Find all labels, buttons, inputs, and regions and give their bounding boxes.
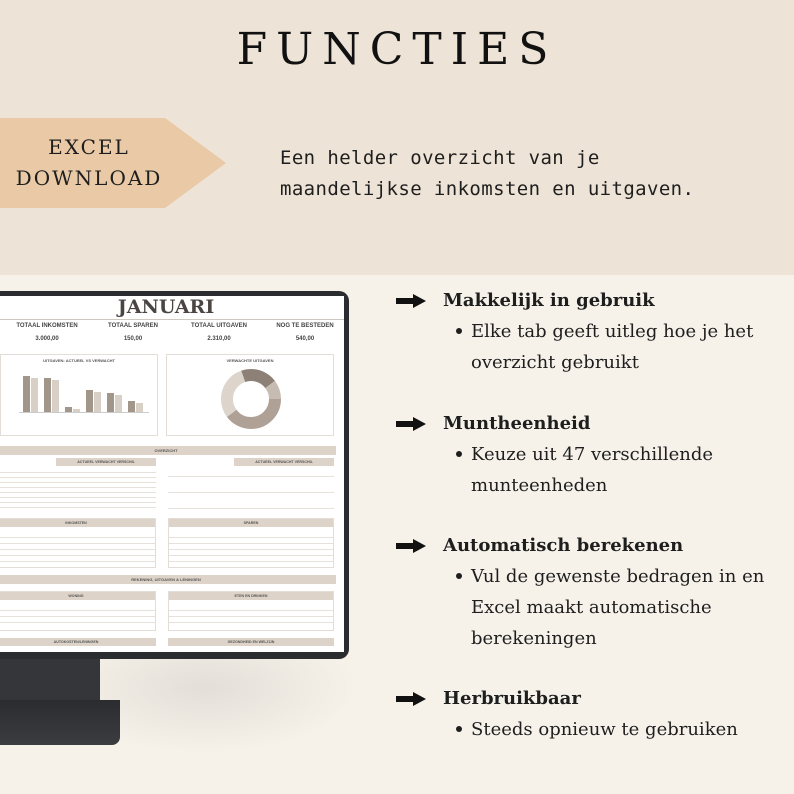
summary-label-income: TOTAAL INKOMSTEN	[16, 323, 78, 329]
bar-expected	[94, 392, 101, 412]
table-row	[168, 504, 334, 509]
table-row	[0, 539, 155, 544]
table-row	[169, 557, 333, 562]
food-table	[168, 591, 334, 631]
spreadsheet-screen	[0, 296, 344, 652]
title-divider	[0, 319, 344, 320]
bullet-icon	[456, 726, 462, 732]
table-row	[169, 545, 333, 550]
monitor-stand-base	[0, 700, 120, 745]
table-row	[169, 618, 333, 623]
table-row	[0, 551, 155, 556]
income-table-title: INKOMSTEN	[0, 519, 155, 527]
summary-label-savings: TOTAAL SPAREN	[108, 323, 158, 329]
bullet-icon	[456, 328, 462, 334]
feature-desc: Keuze uit 47 verschillende munteenheden	[471, 444, 714, 496]
bar-chart-panel	[0, 354, 158, 436]
bar-expected	[73, 409, 80, 412]
bar-actual	[107, 393, 114, 412]
arrow-right-icon	[396, 692, 426, 706]
feature-desc: Steeds opnieuw te gebruiken	[471, 719, 738, 740]
badge-label	[0, 132, 178, 194]
feature-title: Muntheenheid	[443, 413, 591, 434]
arrow-right-icon	[396, 294, 426, 308]
car-table-title: AUTOKOSTEN/LENINGEN	[0, 638, 156, 646]
feature-title: Makkelijk in gebruik	[443, 290, 655, 311]
feature-title: Herbruikbaar	[443, 688, 581, 709]
housing-table-title: WONING	[0, 592, 155, 600]
monitor-shadow	[100, 659, 360, 754]
summary-value-income: 3.000,00	[35, 336, 59, 342]
section-bills: REKENING, UITGAVEN & LENINGEN	[0, 575, 336, 584]
overview-table	[0, 458, 156, 512]
table-row	[169, 533, 333, 538]
badge-line-1: EXCEL	[48, 135, 130, 159]
section-overview: OVERZICHT	[0, 446, 336, 455]
arrow-right-icon	[396, 417, 426, 431]
feature-desc: Vul de gewenste bedragen in en Excel maakt automatische berekeningen	[471, 566, 765, 649]
table-row	[0, 612, 155, 617]
bullet-icon	[456, 573, 462, 579]
table-row	[168, 488, 334, 493]
monitor-stand-neck	[0, 659, 100, 701]
bar-chart-plot	[19, 369, 149, 413]
feature-currency	[396, 413, 786, 503]
donut-chart-title: VERWACHTE UITGAVEN	[226, 358, 274, 363]
intro-text	[280, 143, 780, 205]
table-row	[169, 539, 333, 544]
overview-table-header: ACTUEEL VERWACHT VERSCHIL	[56, 458, 156, 466]
health-table-title: GEZONDHEID EN WELZIJN	[168, 638, 334, 646]
food-table-title: ETEN EN DRINKEN	[169, 592, 333, 600]
intro-line-2: maandelijkse inkomsten en uitgaven.	[280, 178, 695, 200]
bar-chart-title: UITGAVEN: ACTUEEL VS VERWACHT	[43, 358, 115, 363]
bar-expected	[52, 380, 59, 412]
income-table	[0, 518, 156, 568]
table-row	[169, 606, 333, 611]
bar-expected	[31, 378, 38, 412]
health-table	[168, 638, 334, 652]
housing-table	[0, 591, 156, 631]
summary-value-remaining: 540,00	[295, 336, 315, 342]
savings-table-title: SPAREN	[169, 519, 333, 527]
table-row	[0, 606, 155, 611]
page-title: FUNCTIES	[236, 24, 558, 75]
donut-chart	[167, 365, 335, 437]
donut-chart-panel	[166, 354, 334, 436]
bar-actual	[128, 401, 135, 412]
bar-expected	[136, 403, 143, 412]
bar-actual	[65, 407, 72, 413]
feature-easy-to-use	[396, 290, 786, 380]
feature-desc: Elke tab geeft uitleg hoe je het overzicht gebruikt	[471, 321, 754, 373]
table-row	[169, 612, 333, 617]
summary-value-savings: 150,00	[123, 336, 143, 342]
bar-actual	[86, 390, 93, 412]
arrow-right-icon	[396, 539, 426, 553]
spreadsheet-title: JANUARI	[117, 296, 215, 318]
table-row	[0, 557, 155, 562]
bullet-icon	[456, 451, 462, 457]
table-row	[0, 618, 155, 623]
summary-table	[168, 458, 334, 512]
table-row	[0, 533, 155, 538]
feature-auto-calculate	[396, 535, 786, 655]
summary-table-header: ACTUEEL VERWACHT VERSCHIL	[234, 458, 334, 466]
table-row	[169, 551, 333, 556]
summary-label-remaining: NOG TE BESTEDEN	[276, 323, 334, 329]
summary-label-expenses: TOTAAL UITGAVEN	[191, 323, 247, 329]
intro-line-1: Een helder overzicht van je	[280, 147, 600, 169]
badge-line-2: DOWNLOAD	[15, 166, 163, 190]
bar-expected	[115, 395, 122, 412]
table-row	[168, 472, 334, 477]
savings-table	[168, 518, 334, 568]
feature-title: Automatisch berekenen	[443, 535, 684, 556]
table-row	[0, 545, 155, 550]
car-table	[0, 638, 156, 652]
summary-value-expenses: 2.310,00	[207, 336, 231, 342]
feature-reusable	[396, 688, 786, 748]
table-row	[0, 503, 156, 508]
bar-actual	[23, 376, 30, 412]
bar-actual	[44, 378, 51, 412]
